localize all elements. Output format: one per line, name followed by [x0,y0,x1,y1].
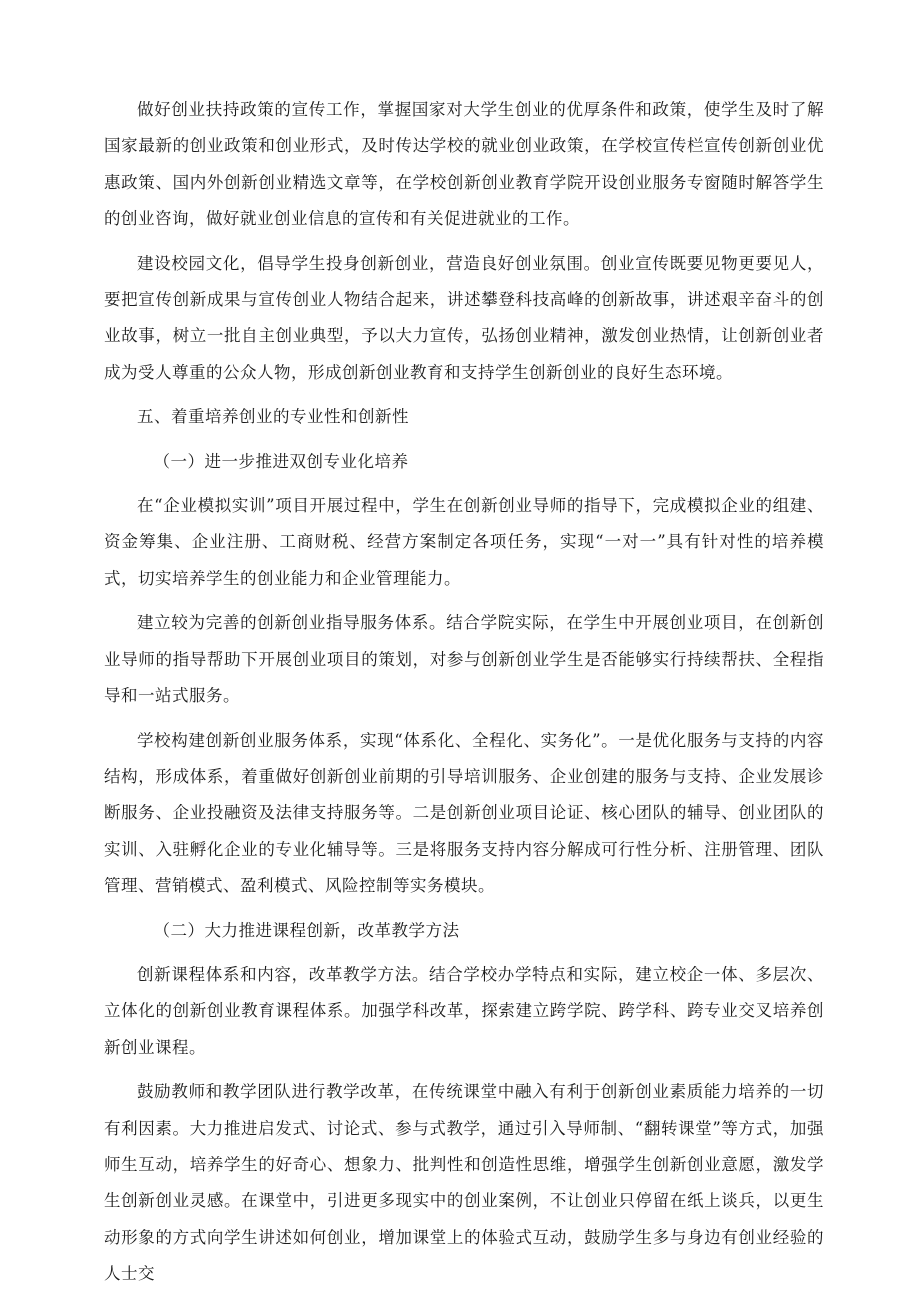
subsection-heading-5-2: （二）大力推进课程创新，改革教学方法 [153,920,460,940]
document-page [104,92,824,1301]
subsection-heading-5-1: （一）进一步推进双创专业化培养 [153,451,409,471]
paragraph-curriculum: 创新课程体系和内容，改革教学方法。结合学校办学特点和实际，建立校企一体、多层次、立体化的创新创业教育课程体系。加强学科改革，探索建立跨学院、跨学科、跨专业交叉培养创新创业课程。 [104,964,824,1057]
paragraph-service-system: 学校构建创新创业服务体系，实现“体系化、全程化、实务化”。一是优化服务与支持的内容结构，形成体系，着重做好创新创业前期的引导培训服务、企业创建的服务与支持、企业发展诊断服务、企业投融资及法律支持服务等。二是创新创业项目论证、核心团队的辅导、创业团队的实训、入驻孵化企业的专业化辅导等。三是将服务支持内容分解成可行性分析、注册管理、团队管理、营销模式、盈利模式、风险控制等实务模块。 [104,730,824,896]
paragraph-guidance-system: 建立较为完善的创新创业指导服务体系。结合学院实际，在学生中开展创业项目，在创新创业导师的指导帮助下开展创业项目的策划，对参与创新创业学生是否能够实行持续帮扶、全程指导和一站式服务。 [104,613,824,706]
paragraph-enterprise-simulation: 在“企业模拟实训”项目开展过程中，学生在创新创业导师的指导下，完成模拟企业的组建、资金筹集、企业注册、工商财税、经营方案制定各项任务，实现“一对一”具有针对性的培养模式，切实培养学生的创业能力和企业管理能力。 [104,496,824,588]
paragraph-policy-publicity: 做好创业扶持政策的宣传工作，掌握国家对大学生创业的优厚条件和政策，使学生及时了解国家最新的创业政策和创业形式，及时传达学校的就业创业政策，在学校宣传栏宣传创新创业优惠政策、国内外创新创业精选文章等，在学校创新创业教育学院开设创业服务专窗随时解答学生的创业咨询，做好就业创业信息的宣传和有关促进就业的工作。 [104,100,824,229]
paragraph-campus-culture: 建设校园文化，倡导学生投身创新创业，营造良好创业氛围。创业宣传既要见物更要见人，要把宣传创新成果与宣传创业人物结合起来，讲述攀登科技高峰的创新故事，讲述艰辛奋斗的创业故事，树立一批自主创业典型，予以大力宣传，弘扬创业精神，激发创业热情，让创新创业者成为受人尊重的公众人物，形成创新创业教育和支持学生创新创业的良好生态环境。 [104,253,824,382]
paragraph-teaching-reform: 鼓励教师和教学团队进行教学改革，在传统课堂中融入有利于创新创业素质能力培养的一切有利因素。大力推进启发式、讨论式、参与式教学，通过引入导师制、“翻转课堂”等方式，加强师生互动，培养学生的好奇心、想象力、批判性和创造性思维，增强学生创新创业意愿，激发学生创新创业灵感。在课堂中，引进更多现实中的创业案例，不让创业只停留在纸上谈兵，以更生动形象的方式向学生讲述如何创业，增加课堂上的体验式互动，鼓励学生多与身边有创业经验的人士交 [104,1082,824,1284]
section-heading-5: 五、着重培养创业的专业性和创新性 [137,407,409,427]
